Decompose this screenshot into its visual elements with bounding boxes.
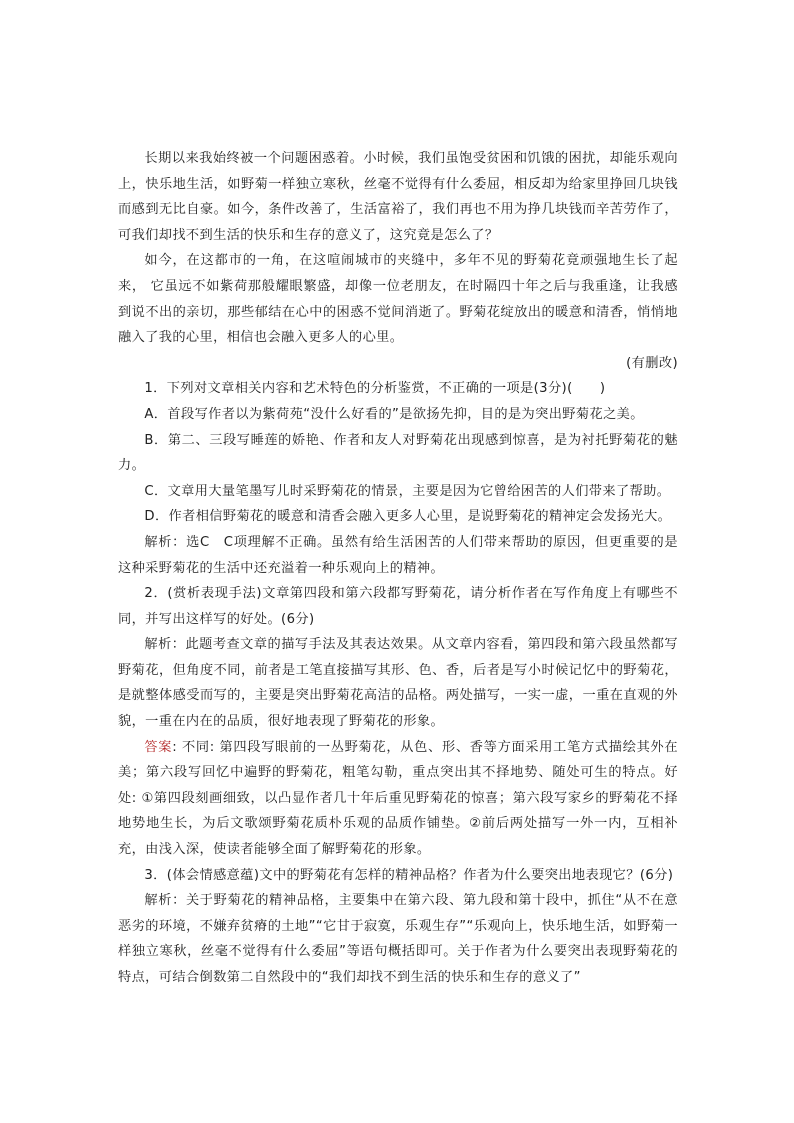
passage-paragraph-2: 如今，在这都市的一角，在这喧闹城市的夹缝中，多年不见的野菊花竟顽强地生长了起来， 它虽远不如紫荷那般耀眼繁盛，却像一位老朋友，在时隔四十年之后与我重逢，让我感到说不出的亲切，那些郁结在心中的困惑不觉间消逝了。野菊花绽放出的暖意和清香，悄悄地融入了我的心里，相信也会融入更多人的心里。: [118, 253, 678, 346]
question-1-stem: 1．下列对文章相关内容和艺术特色的分析鉴赏，不正确的一项是(3分)( ): [144, 381, 606, 397]
answer-label: 答案: [144, 739, 173, 755]
answer-text: : 不同: 第四段写眼前的一丛野菊花，从色、形、香等方面采用工笔方式描绘其外在美；第六段写回忆中遍野的野菊花，粗笔勾勒，重点突出其不择地势、随处可生的特点。好处: ①第四段刻画细致，以凸显作者几十年后重见野菊花的惊喜；第六段写家乡的野菊花不择地势地生长，为后文歌颂野菊花质朴乐观的品质作铺垫。②前后两处描写一外一内，互相补充，由浅入深，使读者能够全面了解野菊花的形象。: [118, 739, 678, 858]
question-2-analysis: 解析：此题考查文章的描写手法及其表达效果。从文章内容看，第四段和第六段虽然都写野菊花，但角度不同，前者是工笔直接描写其形、色、香，后者是写小时候记忆中的野菊花，是就整体感受而写的，主要是突出野菊花高洁的品格。两处描写，一实一虚，一重在直观的外貌，一重在内在的品质，很好地表现了野菊花的形象。: [118, 637, 678, 730]
question-2-stem: 2．(赏析表现手法)文章第四段和第六段都写野菊花，请分析作者在写作角度上有哪些不同，并写出这样写的好处。(6分): [118, 586, 678, 627]
question-1-option-c: C．文章用大量笔墨写儿时采野菊花的情景，主要是因为它曾给困苦的人们带来了帮助。: [144, 483, 671, 499]
question-1-option-b: B．第二、三段写睡莲的娇艳、作者和友人对野菊花出现感到惊喜，是为衬托野菊花的魅力。: [118, 432, 678, 474]
question-2-answer: [118, 735, 678, 863]
question-1-option-a: A．首段写作者以为紫荷苑“没什么好看的”是欲扬先抑，目的是为突出野菊花之美。: [144, 406, 644, 422]
question-3-stem: 3．(体会情感意蕴)文中的野菊花有怎样的精神品格？作者为什么要突出地表现它？(6分): [144, 867, 674, 883]
document-body: [118, 146, 678, 991]
question-1-option-d: D．作者相信野菊花的暖意和清香会融入更多人心里，是说野菊花的精神定会发扬光大。: [144, 509, 672, 525]
question-1-analysis: 解析：选C C项理解不正确。虽然有给生活困苦的人们带来帮助的原因，但更重要的是这种采野菊花的生活中还充溢着一种乐观向上的精神。: [118, 534, 678, 576]
source-note: (有删改): [626, 355, 678, 371]
passage-paragraph-1: 长期以来我始终被一个问题困惑着。小时候，我们虽饱受贫困和饥饿的困扰，却能乐观向上，快乐地生活，如野菊一样独立寒秋，丝毫不觉得有什么委屈，相反却为给家里挣回几块钱而感到无比自豪。如今，条件改善了，生活富裕了，我们再也不用为挣几块钱而辛苦劳作了，可我们却找不到生活的快乐和生存的意义了，这究竟是怎么了？: [118, 151, 678, 243]
question-3-analysis: 解析：关于野菊花的精神品格，主要集中在第六段、第九段和第十段中，抓住“从不在意恶劣的环境，不嫌弃贫瘠的土地”“它甘于寂寞，乐观生存”“乐观向上，快乐地生活，如野菊一样独立寒秋，丝毫不觉得有什么委屈”等语句概括即可。关于作者为什么要突出表现野菊花的特点，可结合倒数第二自然段中的“我们却找不到生活的快乐和生存的意义了”: [118, 893, 678, 985]
